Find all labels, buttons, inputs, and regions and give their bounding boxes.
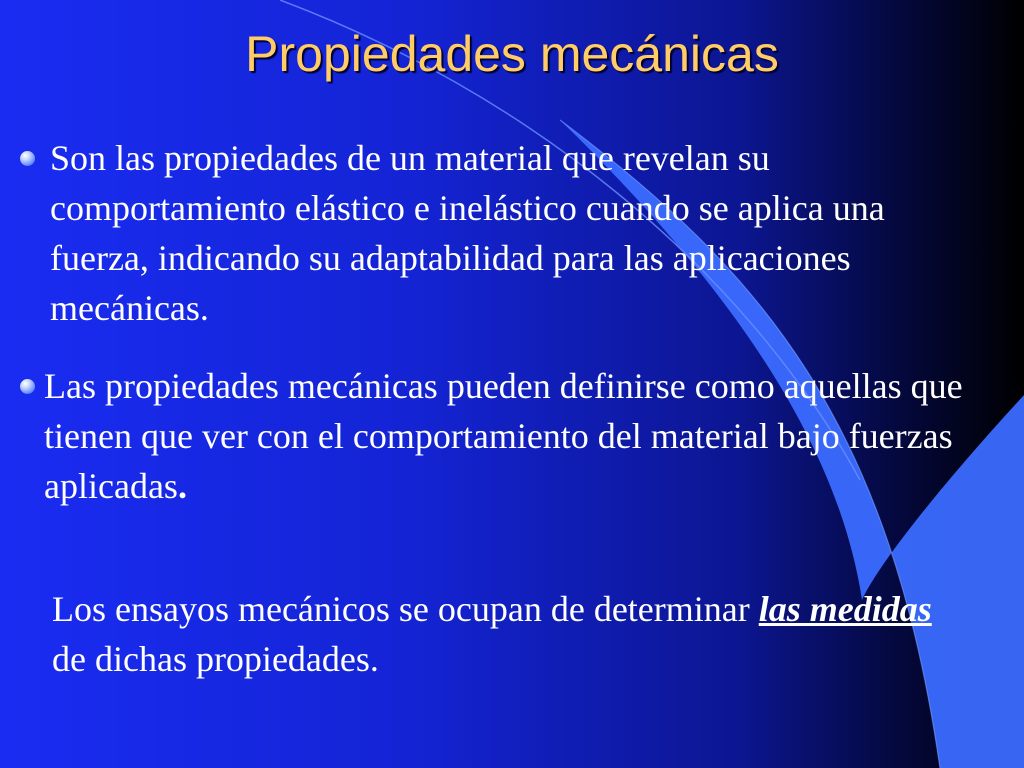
bullet-text-2-end-mark: .: [177, 466, 187, 506]
bullet-item-2: [20, 361, 980, 511]
round-bullet-icon: [20, 151, 35, 166]
slide-title: Propiedades mecánicas: [245, 26, 779, 82]
bullet-text-1: Son las propiedades de un material que revelan su comportamiento elástico e inelástico cuando se aplica una fuerza, indicando su adaptabilidad para las aplicaciones mecánicas.: [50, 138, 885, 328]
closing-paragraph: [52, 584, 952, 684]
bullet-text-2: [44, 361, 980, 511]
paragraph-tail: de dichas propiedades.: [52, 639, 379, 679]
round-bullet-icon: [20, 379, 35, 394]
bullet-item-1: [20, 133, 970, 333]
paragraph-lead: Los ensayos mecánicos se ocupan de determinar: [52, 589, 759, 629]
paragraph-emphasis: las medidas: [758, 589, 932, 629]
bullet-text-2-body: Las propiedades mecánicas pueden definirse como aquellas que tienen que ver con el comportamiento del material bajo fuerzas aplicadas: [44, 366, 963, 506]
